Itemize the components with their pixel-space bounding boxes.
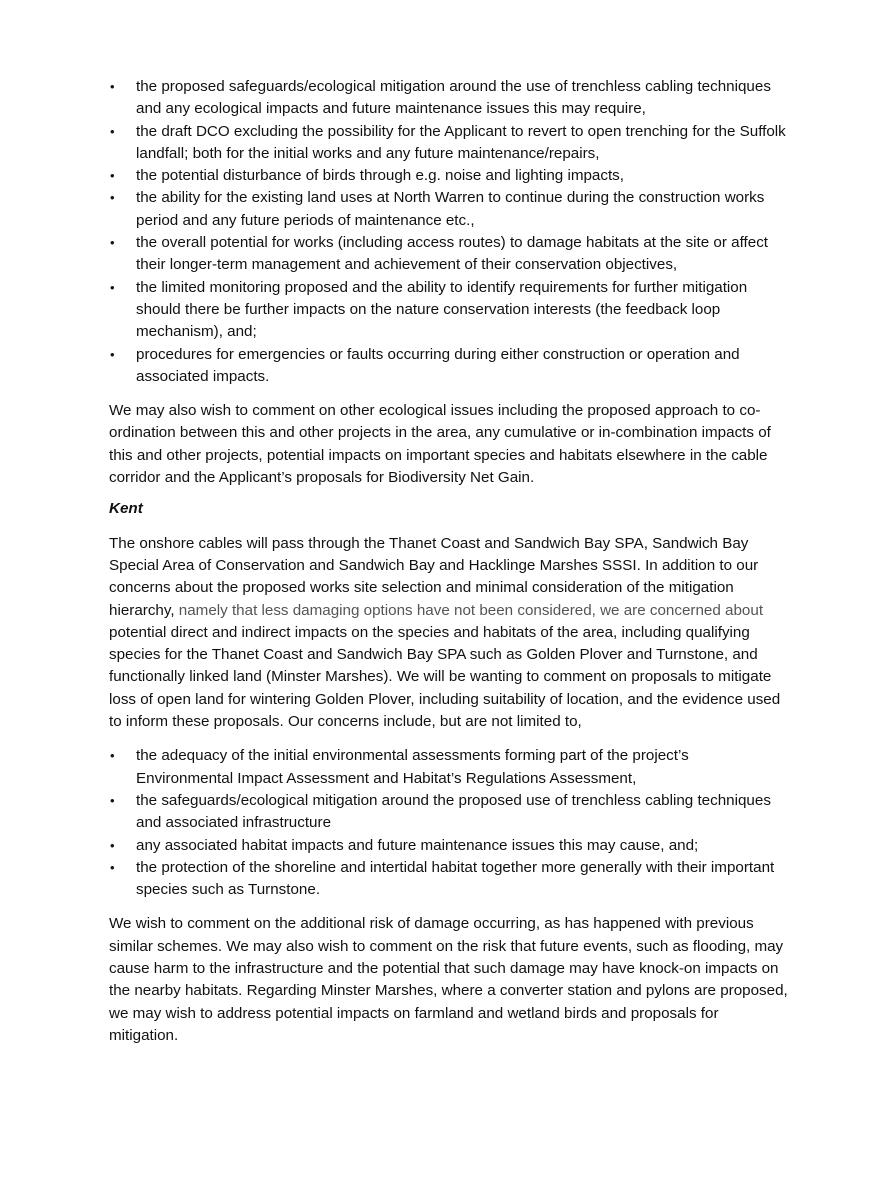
- bullet-icon: •: [110, 279, 115, 295]
- bullet-icon: •: [110, 859, 115, 875]
- bullet-icon: •: [110, 79, 115, 94]
- suffolk-concerns-list: [109, 76, 789, 388]
- list-item: • the draft DCO excluding the possibility for the Applicant to revert to open trenching for the Suffolk landfall; both for the initial works and any future maintenance/repairs,: [110, 122, 786, 162]
- list-item: • the overall potential for works (including access routes) to damage habitats at the site or affect their longer-term management and achievement of their conservation objectives,: [110, 234, 769, 274]
- list-item: • the ability for the existing land uses at North Warren to continue during the construction works period and any future periods of maintenance etc.,: [110, 189, 765, 229]
- list-item: • any associated habitat impacts and future maintenance issues this may cause, and;: [109, 835, 789, 857]
- bullet-icon: •: [110, 837, 115, 853]
- bullet-icon: •: [110, 346, 115, 362]
- bullet-icon: •: [110, 190, 115, 206]
- kent-intro-paragraph: The onshore cables will pass through the Thanet Coast and Sandwich Bay SPA, Sandwich Bay Special Area of Conservation and Sandwich Bay and Hacklinge Marshes SSSI. In addition to our concerns about the proposed works site selection and minimal consideration of the mitigation hierarchy, namely that less damaging options have not been considered, we are concerned about potential direct and indirect impacts on the species and habitats of the area, including qualifying species for the Thanet Coast and Sandwich Bay SPA such as Golden Plover and Turnstone, and functionally linked land (Minster Marshes). We will be wanting to comment on proposals to mitigate loss of open land for wintering Golden Plover, including suitability of location, and the evidence used to inform these proposals. Our concerns include, but are not limited to,: [109, 534, 781, 731]
- list-item: • the potential disturbance of birds through e.g. noise and lighting impacts,: [109, 165, 789, 187]
- bullet-icon: •: [110, 792, 115, 808]
- list-item: • the limited monitoring proposed and the ability to identify requirements for further mitigation should there be further impacts on the nature conservation interests (the feedback loop mechanism), and;: [110, 278, 748, 341]
- list-item: • the safeguards/ecological mitigation around the proposed use of trenchless cabling techniques and associated infrastructure: [110, 791, 771, 832]
- list-item: • the protection of the shoreline and intertidal habitat together more generally with their important species such as Turnstone.: [110, 858, 775, 899]
- section-heading-kent: Kent: [109, 500, 143, 518]
- bullet-icon: •: [110, 235, 115, 251]
- bullet-icon: •: [110, 123, 115, 139]
- list-item: • the adequacy of the initial environmental assessments forming part of the project’s Environmental Impact Assessment and Habitat’s Regulations Assessment,: [110, 747, 689, 787]
- list-item: • the proposed safeguards/ecological mitigation around the use of trenchless cabling techniques and any ecological impacts and future maintenance issues this may require,: [110, 78, 771, 118]
- document-page: [109, 76, 789, 1047]
- risk-paragraph: We wish to comment on the additional risk of damage occurring, as has happened with previous similar schemes. We may also wish to comment on the risk that future events, such as flooding, may cause harm to the infrastructure and the potential that such damage may have knock-on impacts on the nearby habitats. Regarding Minster Marshes, where a converter station and pylons are proposed, we may wish to address potential impacts on farmland and wetland birds and proposals for mitigation.: [109, 915, 788, 1044]
- bullet-icon: •: [110, 748, 115, 764]
- kent-concerns-list: [109, 745, 789, 901]
- other-issues-paragraph: We may also wish to comment on other ecological issues including the proposed approach to co-ordination between this and other projects in the area, any cumulative or in-combination impacts of this and other projects, potential impacts on important species and habitats elsewhere in the cable corridor and the Applicant’s proposals for Biodiversity Net Gain.: [109, 402, 771, 487]
- bullet-icon: •: [110, 168, 115, 184]
- list-item: • procedures for emergencies or faults occurring during either construction or operation and associated impacts.: [110, 345, 740, 385]
